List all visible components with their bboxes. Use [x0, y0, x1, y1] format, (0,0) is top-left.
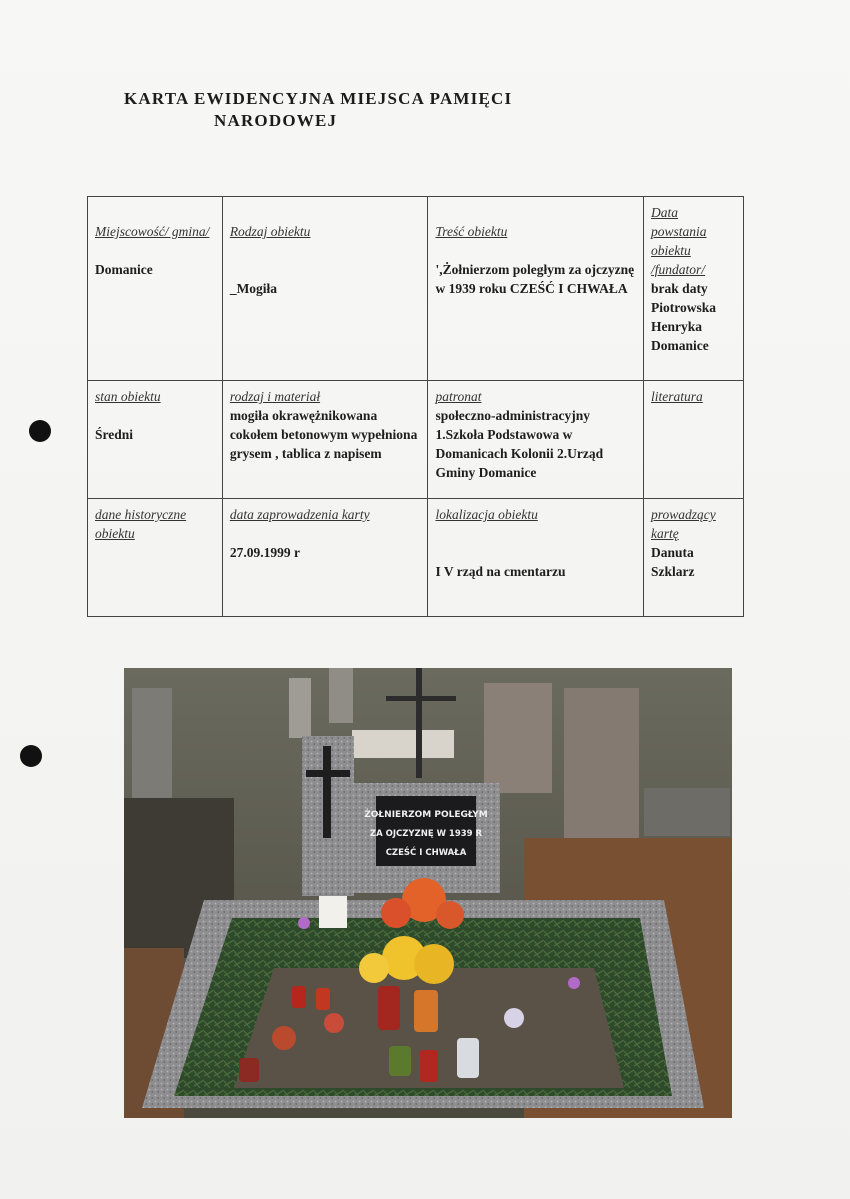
label-object-content: Treść obiektu: [435, 224, 508, 239]
record-table: [87, 196, 744, 617]
value-creation-date: brak daty Piotrowska Henryka Domanice: [651, 281, 717, 353]
label-history: dane historyczne obiektu: [95, 507, 187, 541]
background-headstone: [484, 683, 552, 793]
punch-hole: [20, 745, 42, 767]
value-material: mogiła okrawężnikowana cokołem betonowym wypełniona grysem , tablica z napisem: [229, 408, 418, 461]
label-literature: literatura: [651, 389, 703, 404]
cell-localization: [428, 499, 644, 617]
grave-candle: [414, 990, 438, 1032]
cell-patronage: [428, 381, 644, 499]
value-record-date: 27.09.1999 r: [229, 545, 300, 560]
table-row: [88, 381, 744, 499]
label-keeper: prowadzący kartę: [651, 507, 716, 541]
punch-hole: [29, 420, 51, 442]
grave-photo: [124, 668, 732, 1118]
label-object-type: Rodzaj obiektu: [229, 224, 311, 239]
cell-history: [88, 499, 223, 617]
label-creation-date: Data powstania obiektu /fundator/: [651, 205, 707, 277]
cell-creation-date: [644, 197, 744, 381]
value-object-content: ',Żołnierzom poległym za ojczyznę w 1939 roku CZEŚĆ I CHWAŁA: [435, 262, 635, 296]
table-row: [88, 197, 744, 381]
value-object-type: _Mogiła: [229, 281, 278, 296]
grave-candle: [378, 986, 400, 1030]
cell-condition: [88, 381, 223, 499]
cell-literature: [644, 381, 744, 499]
plaque-text-3: CZEŚĆ I CHWAŁA: [385, 848, 467, 858]
cell-record-date: [222, 499, 428, 617]
title-line-1: KARTA EWIDENCYJNA MIEJSCA PAMIĘCI: [124, 89, 513, 108]
crucifix: [323, 746, 331, 838]
label-record-date: data zaprowadzenia karty: [229, 507, 370, 522]
cell-keeper: [644, 499, 744, 617]
label-patronage: patronat: [435, 389, 482, 404]
label-condition: stan obiektu: [95, 389, 161, 404]
label-location: Miejscowość/ gmina/: [95, 224, 210, 239]
value-patronage: społeczno-administracyjny 1.Szkoła Podstawowa w Domanicach Kolonii 2.Urząd Gminy Domanice: [435, 408, 604, 480]
cell-material: [222, 381, 428, 499]
value-condition: Średni: [95, 427, 134, 442]
small-card: [319, 896, 347, 928]
cell-object-content: [428, 197, 644, 381]
value-location: Domanice: [95, 262, 153, 277]
document-title: [124, 88, 512, 132]
grave-photo-illustration: [124, 668, 732, 1118]
cell-location: [88, 197, 223, 381]
title-line-2: NARODOWEJ: [214, 111, 338, 130]
plaque-text-1: ŻOŁNIERZOM POLEGŁYM: [364, 810, 488, 820]
grave-candle: [457, 1038, 479, 1078]
value-localization: I V rząd na cmentarzu: [435, 564, 566, 579]
value-keeper: Danuta Szklarz: [651, 545, 695, 579]
cell-object-type: [222, 197, 428, 381]
table-row: [88, 499, 744, 617]
label-material: rodzaj i materiał: [229, 389, 321, 404]
plaque-text-2: ZA OJCZYZNĘ W 1939 R: [369, 829, 483, 839]
label-localization: lokalizacja obiektu: [435, 507, 538, 522]
